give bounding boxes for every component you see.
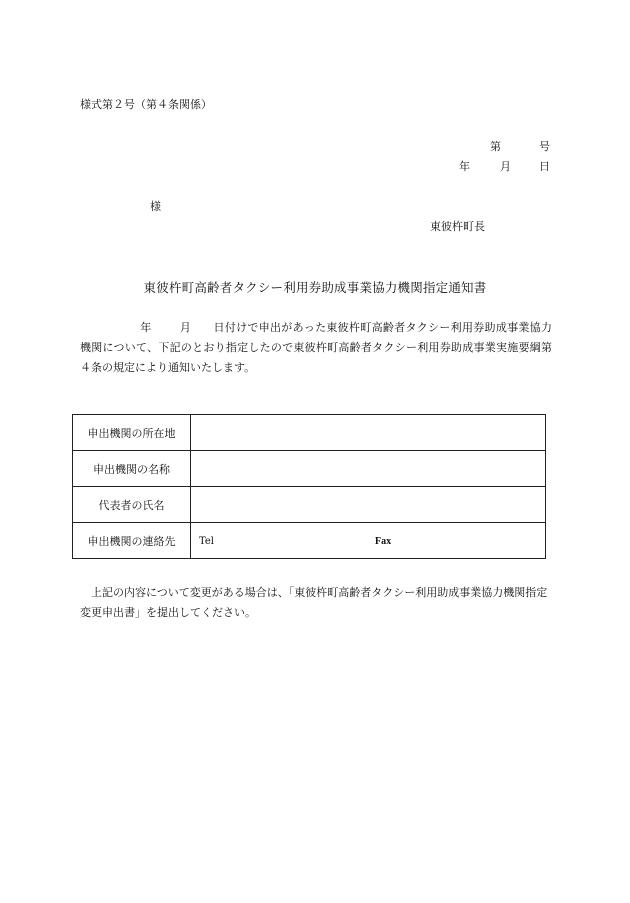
row-label-name: 申出機関の名称 [73,451,191,487]
fax-label: Fax [375,536,392,547]
body-month: 月 [179,321,192,334]
sender: 東彼杵町長 [430,220,485,233]
document-title: 東彼杵町高齢者タクシー利用券助成事業協力機関指定通知書 [143,280,487,295]
table-row [73,415,546,451]
tel-label: Tel [199,536,215,547]
contact-value-cell [191,523,546,559]
recipient: 様 [150,200,161,213]
doc-number-prefix: 第 [490,140,501,153]
institution-info-table [72,414,546,559]
body-text: 日付けで申出があった東彼杵町高齢者タクシー利用券助成事業協力機関について、下記のとおり指定したので東彼杵町高齢者タクシー利用券助成事業実施要綱第４条の規定により通知いたします。 [80,321,553,374]
form-number: 様式第２号（第４条関係） [80,98,212,111]
issue-date [459,158,550,174]
row-label-contact: 申出機関の連絡先 [73,523,191,559]
day-label: 日 [539,160,550,173]
row-label-address: 申出機関の所在地 [73,415,191,451]
document-number [490,138,550,154]
table-row [73,487,546,523]
body-paragraph [80,318,552,378]
name-value-cell [191,451,546,487]
month-label: 月 [500,160,511,173]
year-label: 年 [459,160,470,173]
doc-number-suffix: 号 [539,140,550,153]
table-row [73,523,546,559]
body-year: 年 [140,321,152,334]
row-label-representative: 代表者の氏名 [73,487,191,523]
table-row [73,451,546,487]
representative-value-cell [191,487,546,523]
address-value-cell [191,415,546,451]
change-notice: 上記の内容について変更がある場合は、「東彼杵町高齢者タクシー利用助成事業協力機関指定変更申出書」を提出してください。 [80,586,548,619]
